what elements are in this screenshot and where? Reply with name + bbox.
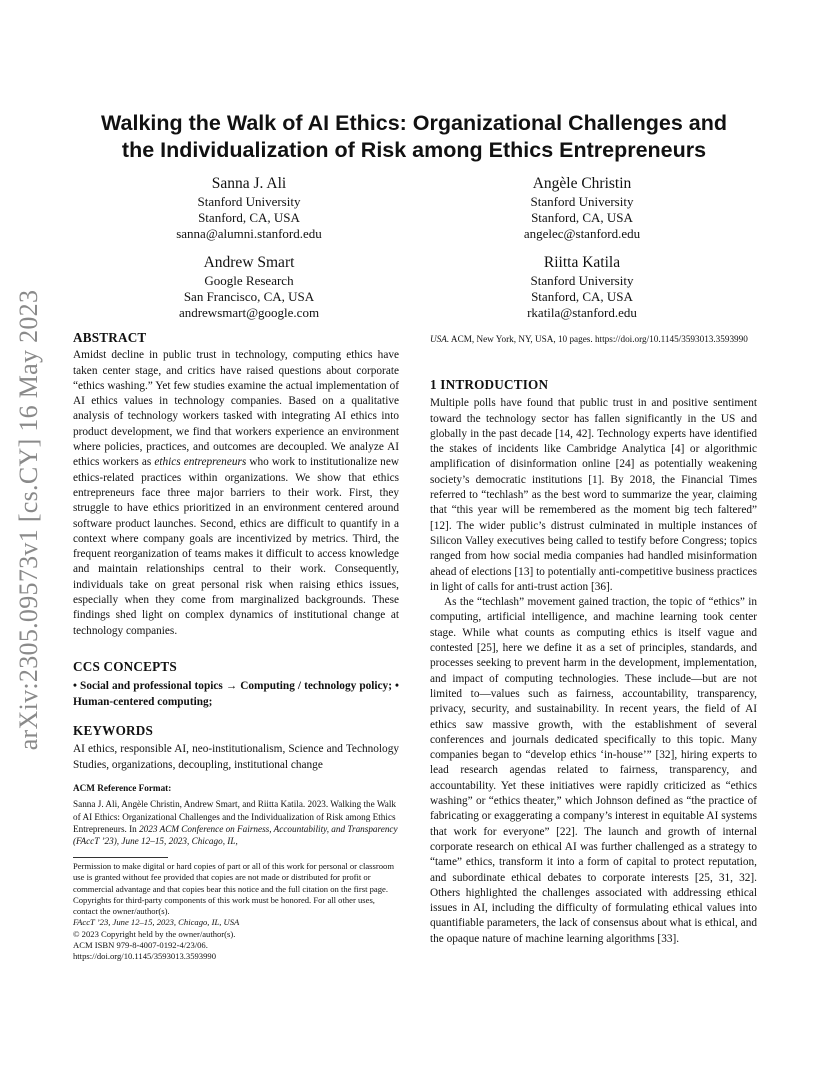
author-block-3 <box>129 253 369 321</box>
title-line-2: the Individualization of Risk among Ethics Entrepreneurs <box>121 138 707 162</box>
author-email[interactable]: sanna@alumni.stanford.edu <box>176 226 322 241</box>
doi-link[interactable]: https://doi.org/10.1145/3593013.3593990 <box>73 951 216 962</box>
copyright-line: © 2023 Copyright held by the owner/author(s). <box>73 928 236 939</box>
author-block-1 <box>129 174 369 242</box>
abstract-text <box>73 348 399 639</box>
abstract-heading: ABSTRACT <box>73 330 147 345</box>
author-name: Riitta Katila <box>543 254 621 271</box>
abstract-text-part: who work to institutionalize new ethics-related practices within organizations. We show that ethics entrepreneurs face three major barriers to their work. First, they struggle to have ethics prioritized in an environment centered around software product launches. Second, ethics are difficult to quantify in a context where company goals are incentivized by metrics. Third, the frequent reorganization of teams makes it difficult to access knowledge and maintain relationships central to their work. Consequently, individuals take on great personal risk when raising ethics issues, especially when they come from marginalized backgrounds. These findings shed light on complex dynamics of institutional change at technology companies. <box>73 456 399 637</box>
author-email[interactable]: rkatila@stanford.edu <box>527 305 637 320</box>
acm-reference-cont-part[interactable]: ACM, New York, NY, USA, 10 pages. https://doi.org/10.1145/3593013.3593990 <box>449 334 748 344</box>
author-email[interactable]: angelec@stanford.edu <box>523 226 641 241</box>
abstract-section <box>73 330 399 639</box>
keywords-text: AI ethics, responsible AI, neo-institutionalism, Science and Technology Studies, organizations, decoupling, institutional change <box>73 743 399 771</box>
acm-reference-venue: 2023 ACM Conference on Fairness, Accountability, and Transparency (FAccT ’23), June 12–15, 2023, Chicago, IL, <box>73 823 398 846</box>
acm-reference-continued <box>430 333 757 345</box>
introduction-section <box>430 377 757 947</box>
isbn-line: ACM ISBN 979-8-4007-0192-4/23/06. <box>73 940 208 951</box>
author-affiliation: Stanford University <box>530 273 634 288</box>
author-block-2 <box>462 174 702 242</box>
permission-notice <box>73 861 399 963</box>
author-affiliation: Stanford University <box>197 194 301 209</box>
author-affiliation: Stanford University <box>530 194 634 209</box>
acm-reference <box>73 781 399 847</box>
arxiv-stamp-text: arXiv:2305.09573v1 [cs.CY] 16 May 2023 <box>14 289 43 751</box>
keywords-section <box>73 723 399 773</box>
author-name: Angèle Christin <box>532 175 632 192</box>
intro-paragraph-1: Multiple polls have found that public trust in and positive sentiment toward the technology sector has fallen significantly in the US and globally in the past decade [14, 42]. Technology experts have identified the stakes of incidents like Cambridge Analytica [4] or algorithmic amplification of disinformation online [24] as potentially weakening society’s democratic institutions [1]. By 2018, the Financial Times referred to “techlash” as the best word to summarize the year, claiming that “this year will be remembered as the moment big tech faltered” [12]. The wider public’s distrust culminated in multiple instances of Silicon Valley executives being called to testify before Congress; topics ranged from how social media companies had handled misinformation ahead of elections [13] to potentially anti-competitive business practices in light of calls for anti-trust action [36]. <box>430 397 757 593</box>
arxiv-stamp <box>4 280 54 760</box>
acm-reference-continued-text <box>430 333 757 345</box>
acm-reference-venue-cont: USA. <box>430 334 450 344</box>
acm-reference-text <box>73 798 399 847</box>
author-affiliation: Google Research <box>204 273 294 288</box>
author-name: Andrew Smart <box>203 254 295 271</box>
permission-text: Permission to make digital or hard copies of part or all of this work for personal or classroom use is granted without fee provided that copies are not made or distributed for profit or commercial advantage and that copies bear this notice and the full citation on the first page. Copyrights for third-party components of this work must be honored. For all other uses, contact the owner/author(s). <box>73 861 394 917</box>
title-line-1: Walking the Walk of AI Ethics: Organizational Challenges and <box>101 111 727 135</box>
ccs-text: • Social and professional topics → Computing / technology policy; • Human-centered computing; <box>73 680 399 708</box>
author-email[interactable]: andrewsmart@google.com <box>178 305 320 320</box>
acm-reference-heading: ACM Reference Format: <box>73 783 172 793</box>
author-location: San Francisco, CA, USA <box>183 289 315 304</box>
author-location: Stanford, CA, USA <box>531 289 633 304</box>
intro-paragraph-2: As the “techlash” movement gained traction, the topic of “ethics” in computing, artificial intelligence, and machine learning took center stage. While what counts as computing ethics is itself vague and contested [25], here we define it as a set of principles, standards, and processes seeking to prevent harm in the development, implementation, and impact of computing technologies. These include—but are not limited to—values such as fairness, accountability, transparency, privacy, security, and sustainability. In recent years, the field of AI ethics saw massive growth, with the establishment of several conferences and journals dedicated specifically to this topic. Many companies began to “develop ethics ‘in-house’” [32], hiring experts to lead research agendas related to fairness, transparency, and accountability. Yet these initiatives were rapidly criticized as “ethics washing” or “ethics theater,” which Johnson defined as “the practice of fabricating or exaggerating a company’s interest in equitable AI systems that work for everyone” [22]. The launch and growth of internal corporate research on ethical AI was further challenged as a strategy to “tame” ethics, transform it into a form of capital to protect reputation, and subordinate ethical debates to corporate interests [25, 31, 32]. Others highlighted the challenges associated with addressing ethical issues in AI, including the difficulty of formulating ethical values into quantifiable parameters, the lack of consensus about what is ethical, and the opaque nature of machine learning algorithms [33]. <box>430 596 757 945</box>
venue-line <box>73 917 399 928</box>
abstract-text-part: Amidst decline in public trust in technology, computing ethics have taken center stage, and critics have raised questions about corporate “ethics washing.” Yet few studies examine the actual implementation of AI ethics values in technology companies. Based on a qualitative analysis of technology workers tasked with integrating AI ethics into product development, we find that workers experience an environment where policies, practices, and outcomes are decoupled. We analyze AI ethics workers as <box>73 349 399 469</box>
venue-text: FAccT ’23, June 12–15, 2023, Chicago, IL, USA <box>73 917 240 928</box>
author-location: Stanford, CA, USA <box>531 210 633 225</box>
author-name: Sanna J. Ali <box>211 175 287 192</box>
author-block-4 <box>462 253 702 321</box>
ccs-heading: CCS CONCEPTS <box>73 659 177 674</box>
keywords-heading: KEYWORDS <box>73 723 154 738</box>
ccs-section <box>73 659 399 710</box>
author-location: Stanford, CA, USA <box>198 210 300 225</box>
introduction-heading: 1 INTRODUCTION <box>430 377 549 392</box>
footnote-rule <box>73 857 168 858</box>
abstract-text-emphasis: ethics entrepreneurs <box>154 456 247 469</box>
paper-title <box>70 110 758 164</box>
acm-reference-part: Sanna J. Ali, Angèle Christin, Andrew Smart, and Riitta Katila. 2023. Walking the Walk of AI Ethics: Organizational Challenges and the Individualization of Risk among Ethics Entrepreneurs. In <box>73 799 397 834</box>
